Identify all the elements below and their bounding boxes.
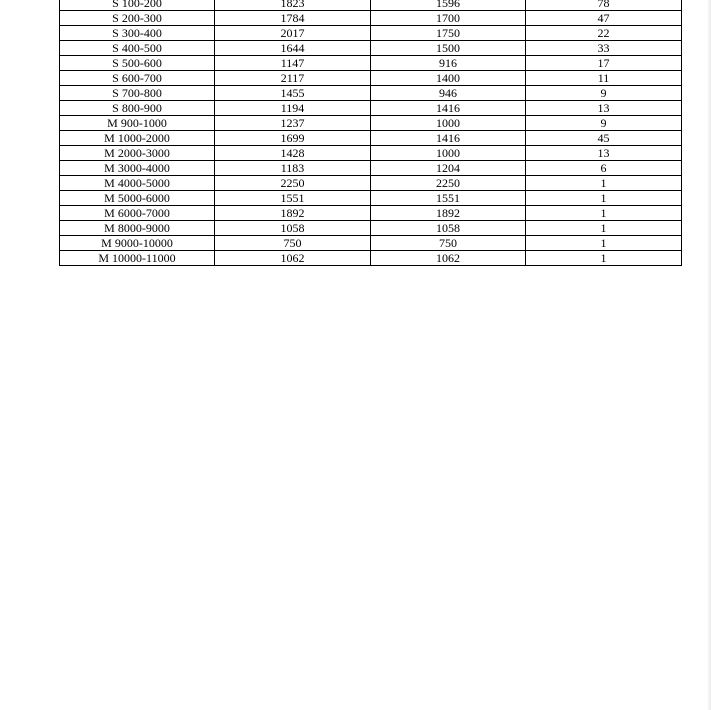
table-row <box>60 26 682 41</box>
table-cell: 9 <box>526 116 682 131</box>
table-cell: M 2000-3000 <box>60 146 215 161</box>
table-cell: S 100-200 <box>60 0 215 11</box>
table-cell: 1750 <box>371 26 526 41</box>
table-cell: 1058 <box>215 221 371 236</box>
table-cell: S 700-800 <box>60 86 215 101</box>
table-cell: 1000 <box>371 116 526 131</box>
table-cell: M 10000-11000 <box>60 251 215 266</box>
table-cell: M 1000-2000 <box>60 131 215 146</box>
table-row <box>60 176 682 191</box>
table-row <box>60 131 682 146</box>
table-cell: 13 <box>526 101 682 116</box>
table-cell: S 500-600 <box>60 56 215 71</box>
table-cell: 1400 <box>371 71 526 86</box>
table-cell: 1428 <box>215 146 371 161</box>
table-cell: 1551 <box>215 191 371 206</box>
table-cell: M 900-1000 <box>60 116 215 131</box>
table-cell: 1147 <box>215 56 371 71</box>
table-cell: 1823 <box>215 0 371 11</box>
table-cell: 1058 <box>371 221 526 236</box>
table-cell: S 400-500 <box>60 41 215 56</box>
table-cell: 17 <box>526 56 682 71</box>
table-cell: 1 <box>526 251 682 266</box>
table-cell: 1784 <box>215 11 371 26</box>
table-cell: M 9000-10000 <box>60 236 215 251</box>
table-row <box>60 41 682 56</box>
table-cell: 1 <box>526 176 682 191</box>
table-cell: S 200-300 <box>60 11 215 26</box>
table-cell: 1204 <box>371 161 526 176</box>
table-cell: S 300-400 <box>60 26 215 41</box>
table-cell: 1062 <box>371 251 526 266</box>
table-cell: 11 <box>526 71 682 86</box>
table-cell: 1455 <box>215 86 371 101</box>
table-row <box>60 116 682 131</box>
table-cell: 1551 <box>371 191 526 206</box>
table-cell: 750 <box>371 236 526 251</box>
table-cell: 1892 <box>215 206 371 221</box>
table-cell: 1237 <box>215 116 371 131</box>
table-cell: 2250 <box>371 176 526 191</box>
table-cell: 1699 <box>215 131 371 146</box>
table-cell: 750 <box>215 236 371 251</box>
table-row <box>60 11 682 26</box>
table-row <box>60 191 682 206</box>
table-cell: 47 <box>526 11 682 26</box>
table-row <box>60 206 682 221</box>
table-cell: 1596 <box>371 0 526 11</box>
table-cell: M 5000-6000 <box>60 191 215 206</box>
table-cell: 33 <box>526 41 682 56</box>
table-cell: 1416 <box>371 101 526 116</box>
table-row <box>60 161 682 176</box>
table-cell: 916 <box>371 56 526 71</box>
table-cell: 1700 <box>371 11 526 26</box>
table-row <box>60 146 682 161</box>
table-body <box>60 0 682 266</box>
table-cell: 1500 <box>371 41 526 56</box>
table-cell: 2250 <box>215 176 371 191</box>
table-cell: 78 <box>526 0 682 11</box>
table-row <box>60 236 682 251</box>
table-cell: 946 <box>371 86 526 101</box>
table-cell: 6 <box>526 161 682 176</box>
table-row <box>60 221 682 236</box>
table-cell: 1183 <box>215 161 371 176</box>
table-row <box>60 56 682 71</box>
table-cell: S 800-900 <box>60 101 215 116</box>
data-table <box>59 0 682 266</box>
table-row <box>60 0 682 11</box>
table-cell: S 600-700 <box>60 71 215 86</box>
table-cell: M 8000-9000 <box>60 221 215 236</box>
table-cell: M 4000-5000 <box>60 176 215 191</box>
table-cell: 1 <box>526 191 682 206</box>
table-cell: M 3000-4000 <box>60 161 215 176</box>
table-cell: 1062 <box>215 251 371 266</box>
page-edge-shadow <box>707 0 711 710</box>
table-row <box>60 86 682 101</box>
table-cell: 45 <box>526 131 682 146</box>
table-cell: 1 <box>526 206 682 221</box>
table-row <box>60 251 682 266</box>
table-cell: 2017 <box>215 26 371 41</box>
table-cell: 1644 <box>215 41 371 56</box>
table-cell: 1 <box>526 236 682 251</box>
table-cell: 1416 <box>371 131 526 146</box>
table-cell: 9 <box>526 86 682 101</box>
table-cell: 1892 <box>371 206 526 221</box>
table-cell: 22 <box>526 26 682 41</box>
table-cell: 1194 <box>215 101 371 116</box>
table-cell: 1 <box>526 221 682 236</box>
table-cell: 1000 <box>371 146 526 161</box>
table-cell: 2117 <box>215 71 371 86</box>
table-row <box>60 101 682 116</box>
table-row <box>60 71 682 86</box>
table-cell: 13 <box>526 146 682 161</box>
table-cell: M 6000-7000 <box>60 206 215 221</box>
